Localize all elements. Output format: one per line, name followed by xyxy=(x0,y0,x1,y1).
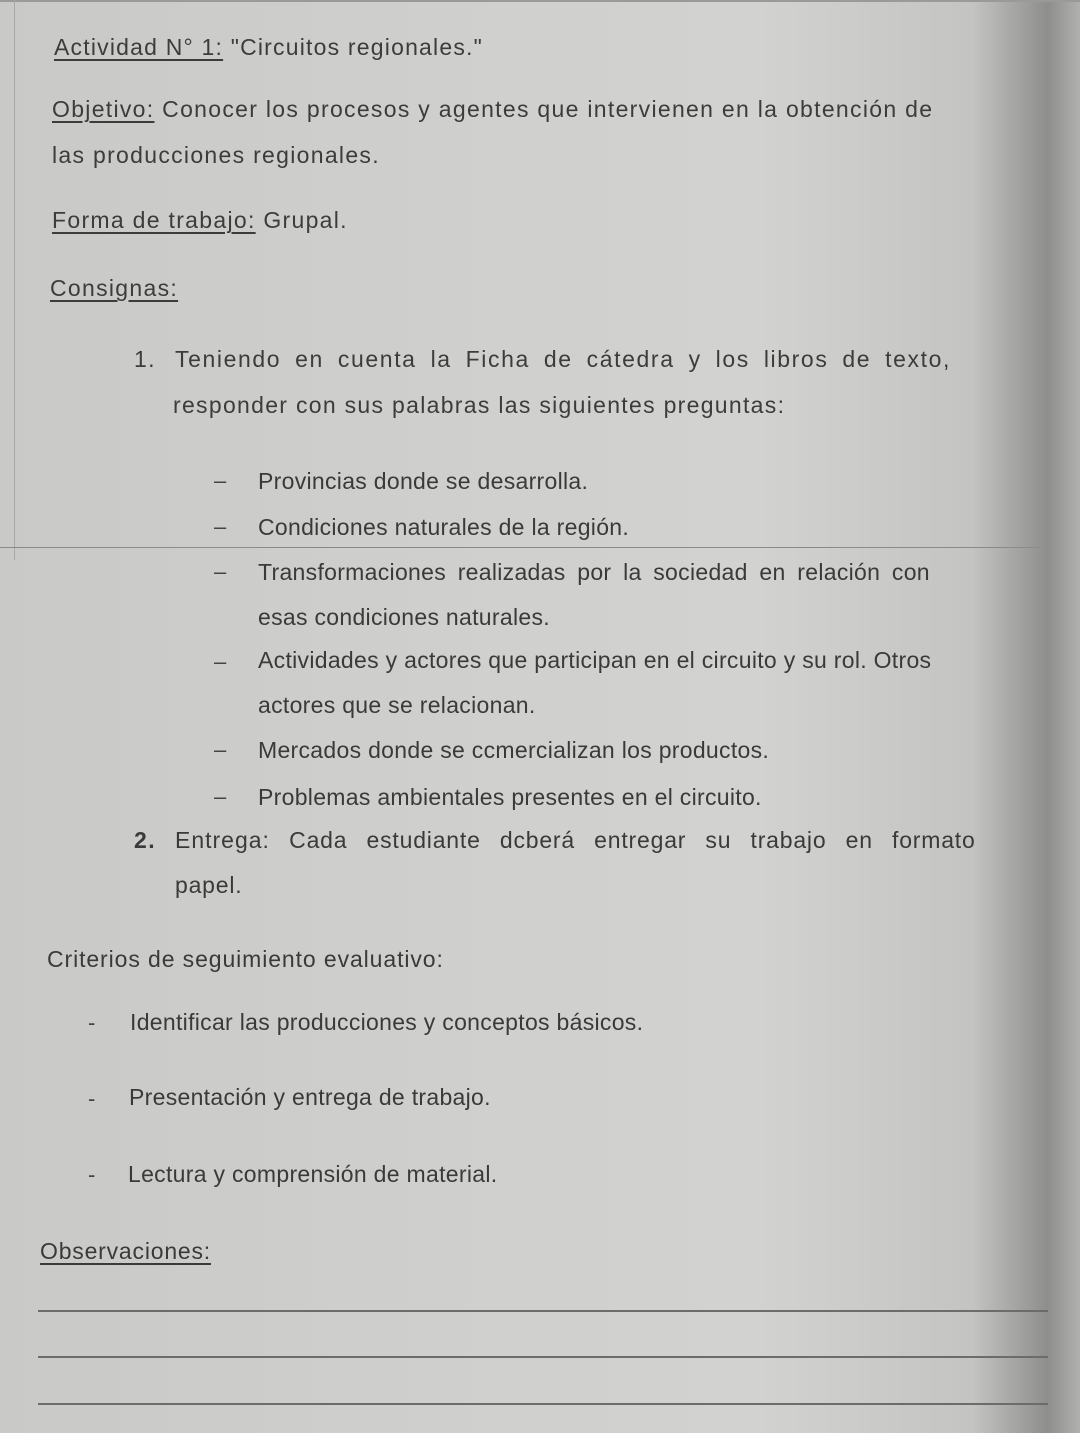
question-6-text: Problemas ambientales presentes en el circuito. xyxy=(258,784,762,810)
instruction-1-number: 1. xyxy=(134,346,156,372)
question-5-bullet: – xyxy=(214,737,227,762)
instruction-2-text: Cada estudiante dcberá entregar su trabajo en formato xyxy=(289,827,976,853)
work-mode xyxy=(52,207,348,234)
evaluation-heading: Criterios de seguimiento evaluativo: xyxy=(47,946,444,972)
scan-fold-line xyxy=(0,547,1040,548)
instruction-2-label: Entrega: xyxy=(175,827,270,853)
question-4-line-1: Actividades y actores que participan en el circuito y su rol. Otros xyxy=(258,647,932,673)
question-3-bullet: – xyxy=(214,559,227,584)
objective-label: Objetivo: xyxy=(52,96,155,122)
observations-blank-line-3[interactable] xyxy=(38,1403,1048,1405)
observations-blank-line-1[interactable] xyxy=(38,1310,1048,1312)
objective-text: Conocer los procesos y agentes que intervienen en la obtención de xyxy=(162,96,934,122)
evaluation-1-text: Identificar las producciones y conceptos básicos. xyxy=(130,1009,644,1035)
instruction-1-line-1 xyxy=(175,346,1035,373)
question-4-bullet: – xyxy=(214,649,227,674)
question-3-line-2: esas condiciones naturales. xyxy=(258,604,550,630)
objective-line-2: las producciones regionales. xyxy=(52,142,380,168)
work-mode-value: Grupal. xyxy=(263,207,348,233)
question-4-line-2: actores que se relacionan. xyxy=(258,692,536,718)
evaluation-3-text: Lectura y comprensión de material. xyxy=(128,1161,498,1187)
question-5-text: Mercados donde se ccmercializan los productos. xyxy=(258,737,770,763)
observations-heading: Observaciones: xyxy=(40,1238,211,1264)
question-2-text: Condiciones naturales de la región. xyxy=(258,514,630,540)
instruction-2-line-1 xyxy=(175,827,1045,854)
activity-title-text: "Circuitos regionales." xyxy=(230,34,484,60)
question-3-line-1: Transformaciones realizadas por la sociedad en relación con xyxy=(258,559,930,585)
page-left-border xyxy=(14,0,15,560)
question-1-bullet: – xyxy=(214,468,227,493)
question-2-bullet: – xyxy=(214,514,227,539)
instruction-2-line-2: papel. xyxy=(175,872,243,898)
instruction-1-text: Teniendo en cuenta la Ficha de cátedra y los libros de texto, xyxy=(175,346,952,372)
activity-title-label: Actividad N° 1: xyxy=(54,34,224,60)
page-top-border xyxy=(0,0,1080,2)
evaluation-3-bullet: - xyxy=(88,1162,96,1187)
objective-line-1 xyxy=(52,96,1030,123)
evaluation-1-bullet: - xyxy=(88,1010,96,1035)
instructions-heading: Consignas: xyxy=(50,275,179,301)
evaluation-2-text: Presentación y entrega de trabajo. xyxy=(129,1084,491,1110)
observations-blank-line-2[interactable] xyxy=(38,1356,1048,1358)
activity-title xyxy=(54,34,483,61)
work-mode-label: Forma de trabajo: xyxy=(52,207,256,233)
evaluation-2-bullet: - xyxy=(88,1086,96,1111)
question-1-text: Provincias donde se desarrolla. xyxy=(258,468,589,494)
instruction-2-number: 2. xyxy=(134,827,156,853)
instruction-1-line-2: responder con sus palabras las siguientes preguntas: xyxy=(173,392,786,418)
question-6-bullet: – xyxy=(214,784,227,809)
